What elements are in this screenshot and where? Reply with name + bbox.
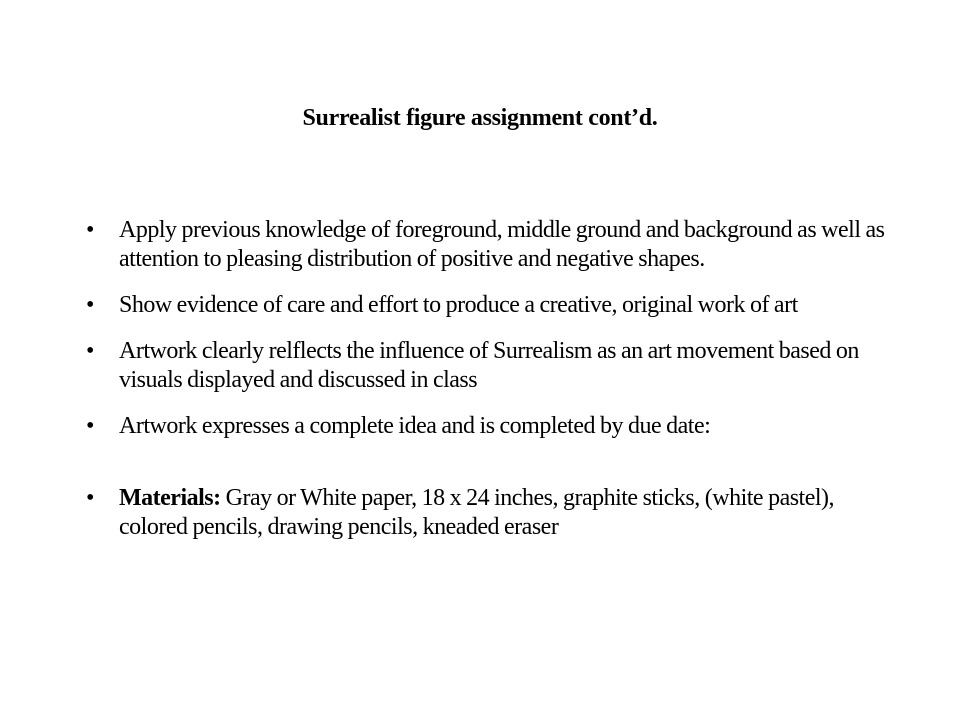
bullet-item-surrealism bbox=[86, 337, 886, 395]
bullet-text: Apply previous knowledge of foreground, middle ground and background as well as attention to pleasing distribution of positive and negative shapes. bbox=[119, 217, 885, 272]
bullet-item-layout bbox=[86, 216, 886, 274]
bullet-list bbox=[86, 216, 886, 559]
bullet-text: Show evidence of care and effort to produce a creative, original work of art bbox=[119, 292, 798, 318]
bullet-icon: • bbox=[86, 217, 94, 243]
bullet-item-due-date bbox=[86, 412, 886, 441]
bullet-text: Artwork clearly relflects the influence of Surrealism as an art movement based on visuals displayed and discussed in class bbox=[119, 338, 859, 393]
bullet-icon: • bbox=[86, 485, 94, 511]
bullet-icon: • bbox=[86, 338, 94, 364]
slide-title: Surrealist figure assignment cont’d. bbox=[302, 105, 658, 131]
bullet-lead-materials: Materials: bbox=[119, 485, 221, 511]
bullet-item-materials bbox=[86, 484, 886, 542]
bullet-text: Gray or White paper, 18 x 24 inches, graphite sticks, (white pastel), colored pencils, drawing pencils, kneaded eraser bbox=[119, 485, 835, 540]
bullet-text: Artwork expresses a complete idea and is completed by due date: bbox=[119, 413, 711, 439]
bullet-icon: • bbox=[86, 292, 94, 318]
bullet-icon: • bbox=[86, 413, 94, 439]
bullet-item-effort bbox=[86, 291, 886, 320]
